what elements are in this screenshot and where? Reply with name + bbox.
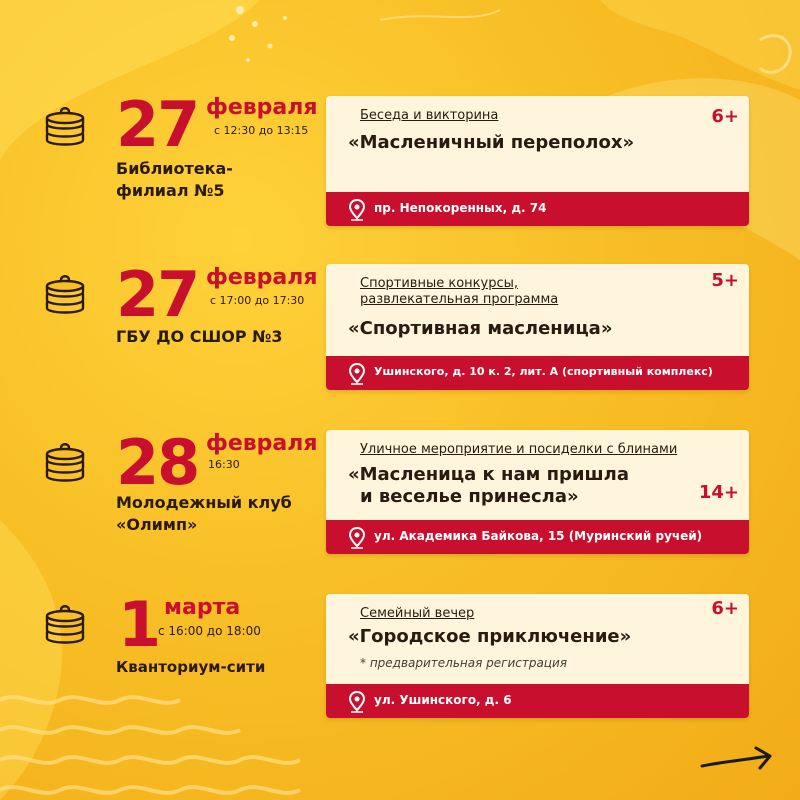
age-rating-badge: 6+ — [711, 106, 739, 127]
location-pin-icon — [348, 363, 366, 385]
event-type-line: Спортивные конкурсы, — [360, 276, 519, 291]
event-title: «Спортивная масленица» — [348, 318, 613, 339]
event-type — [360, 276, 558, 308]
event-title — [348, 464, 629, 508]
event-type: Беседа и викторина — [360, 108, 499, 123]
address-bar — [326, 356, 749, 390]
pancake-stack-icon — [44, 602, 86, 650]
age-rating-badge: 5+ — [711, 270, 739, 291]
venue-line: Библиотека- — [116, 159, 233, 178]
event-venue — [116, 158, 233, 202]
address-bar — [326, 684, 749, 718]
event-card[interactable] — [326, 430, 749, 554]
event-day: 1 — [118, 588, 160, 661]
event-month: февраля — [206, 265, 318, 290]
event-day: 27 — [116, 88, 199, 161]
event-month: февраля — [206, 95, 318, 120]
event-month: марта — [164, 595, 241, 620]
event-row — [0, 88, 800, 222]
age-rating-badge: 14+ — [698, 482, 739, 503]
registration-note: * предварительная регистрация — [360, 656, 567, 670]
pancake-stack-icon — [44, 440, 86, 488]
event-address: Ушинского, д. 10 к. 2, лит. А (спортивный комплекс) — [374, 365, 713, 378]
event-title: «Масленичный переполох» — [348, 132, 635, 153]
event-card[interactable] — [326, 96, 749, 226]
event-row — [0, 426, 800, 560]
address-bar — [326, 192, 749, 226]
event-address: пр. Непокоренных, д. 74 — [374, 201, 547, 215]
event-time: 16:30 — [208, 458, 240, 471]
event-type: Уличное мероприятие и посиделки с блинами — [360, 442, 678, 457]
venue-line: Молодежный клуб — [116, 493, 292, 512]
event-row — [0, 588, 800, 726]
event-address: ул. Академика Байкова, 15 (Муринский ручей) — [374, 529, 703, 543]
event-day: 27 — [116, 258, 199, 331]
event-card[interactable] — [326, 264, 749, 390]
event-month: февраля — [206, 431, 318, 456]
venue-line: «Олимп» — [116, 515, 198, 534]
venue-line: филиал №5 — [116, 181, 225, 200]
event-type-line: развлекательная программа — [360, 292, 559, 307]
event-venue — [116, 326, 283, 348]
event-time: с 12:30 до 13:15 — [214, 124, 309, 137]
pancake-stack-icon — [44, 272, 86, 320]
event-row — [0, 258, 800, 392]
event-address: ул. Ушинского, д. 6 — [374, 693, 512, 707]
event-time: с 17:00 до 17:30 — [210, 294, 305, 307]
address-bar — [326, 520, 749, 554]
event-title-line: и веселье принесла» — [360, 486, 579, 507]
venue-line: Кванториум-сити — [116, 658, 266, 676]
arrow-right-icon[interactable] — [698, 742, 778, 778]
event-title: «Городское приключение» — [348, 626, 632, 647]
pancake-stack-icon — [44, 104, 86, 152]
event-venue — [116, 492, 292, 536]
event-day: 28 — [116, 426, 199, 499]
venue-line: ГБУ ДО СШОР №3 — [116, 327, 283, 346]
event-type: Семейный вечер — [360, 606, 475, 621]
location-pin-icon — [348, 691, 366, 713]
location-pin-icon — [348, 527, 366, 549]
event-time: с 16:00 до 18:00 — [158, 624, 261, 638]
location-pin-icon — [348, 199, 366, 221]
age-rating-badge: 6+ — [711, 598, 739, 619]
event-card[interactable] — [326, 594, 749, 718]
event-venue — [116, 656, 265, 678]
event-title-line: «Масленица к нам пришла — [348, 464, 629, 485]
